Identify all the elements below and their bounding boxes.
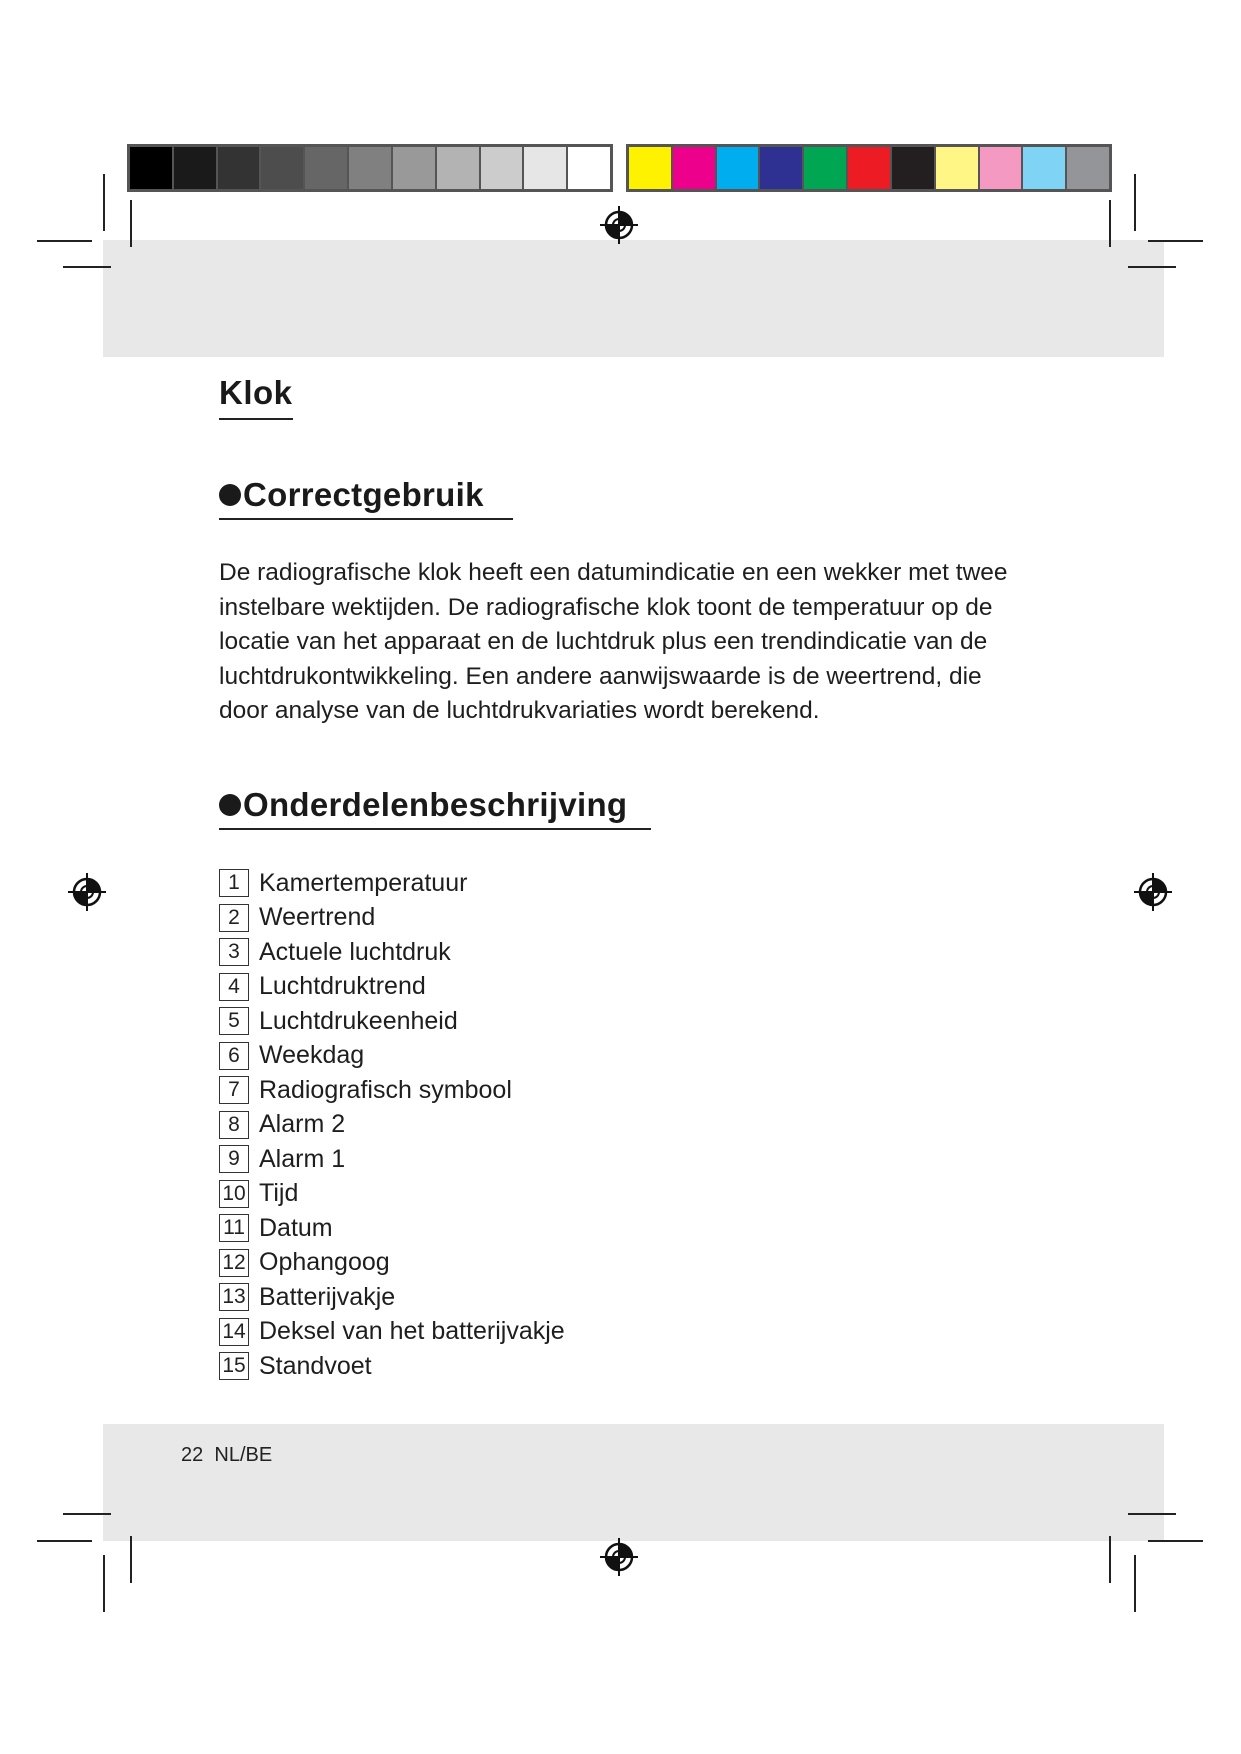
part-number: 5 xyxy=(219,1007,249,1035)
section-heading-correct-use xyxy=(219,476,513,520)
color-swatch xyxy=(218,147,262,189)
bullet-icon xyxy=(219,794,241,816)
color-swatch xyxy=(568,147,610,189)
intro-line: instelbare wektijden. De radiografische klok toont de temperatuur op de xyxy=(219,593,993,621)
color-swatch xyxy=(936,147,980,189)
crop-mark xyxy=(130,1536,132,1583)
part-number: 6 xyxy=(219,1042,249,1070)
part-label: Standvoet xyxy=(259,1351,372,1380)
list-item xyxy=(219,1349,565,1384)
crop-mark xyxy=(1109,1536,1111,1583)
intro-line: locatie van het apparaat en de luchtdruk plus een trendindicatie van de xyxy=(219,628,988,655)
section-heading-parts-description xyxy=(219,786,651,830)
footer-band xyxy=(103,1424,1164,1541)
color-swatch xyxy=(524,147,568,189)
color-swatch xyxy=(130,147,174,189)
crop-mark xyxy=(63,1513,111,1515)
crop-mark xyxy=(1109,200,1111,247)
list-item xyxy=(219,1108,565,1143)
color-swatch xyxy=(1023,147,1067,189)
crop-mark xyxy=(130,200,132,247)
intro-line: luchtdrukontwikkeling. Een andere aanwijswaarde is de weertrend, die xyxy=(219,662,982,690)
crop-mark xyxy=(1148,240,1203,242)
crop-mark xyxy=(1148,1540,1203,1542)
part-label: Tijd xyxy=(259,1179,299,1208)
part-number: 10 xyxy=(219,1180,249,1208)
list-item xyxy=(219,1177,565,1212)
crop-mark xyxy=(103,174,105,231)
part-label: Kamertemperatuur xyxy=(259,868,468,897)
part-label: Actuele luchtdruk xyxy=(259,937,451,966)
registration-mark-icon xyxy=(1133,872,1173,912)
list-item xyxy=(219,1211,565,1246)
part-number: 11 xyxy=(219,1214,249,1242)
color-swatch xyxy=(1067,147,1109,189)
part-label: Alarm 1 xyxy=(259,1144,346,1173)
crop-mark xyxy=(1128,266,1176,268)
part-label: Deksel van het batterijvakje xyxy=(259,1317,565,1346)
list-item xyxy=(219,1142,565,1177)
intro-line: door analyse van de luchtdrukvariaties wordt berekend. xyxy=(219,697,820,724)
page-title: Klok xyxy=(219,374,293,420)
crop-mark xyxy=(1134,1555,1136,1612)
parts-list xyxy=(219,866,565,1384)
crop-mark xyxy=(37,240,92,242)
crop-mark xyxy=(37,1540,92,1542)
color-calibration-strip xyxy=(626,144,1112,192)
part-number: 12 xyxy=(219,1249,249,1277)
part-label: Luchtdruktrend xyxy=(259,972,426,1001)
part-label: Weertrend xyxy=(259,903,376,932)
part-label: Weekdag xyxy=(259,1041,365,1070)
list-item xyxy=(219,1004,565,1039)
part-number: 8 xyxy=(219,1111,249,1139)
part-number: 1 xyxy=(219,869,249,897)
list-item xyxy=(219,901,565,936)
list-item xyxy=(219,1280,565,1315)
part-number: 4 xyxy=(219,973,249,1001)
section-heading-text: Correctgebruik xyxy=(243,476,484,513)
part-number: 15 xyxy=(219,1352,249,1380)
list-item xyxy=(219,1315,565,1350)
header-band xyxy=(103,240,1164,357)
registration-mark-icon xyxy=(599,205,639,245)
color-swatch xyxy=(717,147,761,189)
crop-mark xyxy=(103,1555,105,1612)
part-number: 14 xyxy=(219,1318,249,1346)
section-heading-text: Onderdelenbeschrijving xyxy=(243,786,628,823)
part-number: 13 xyxy=(219,1283,249,1311)
color-swatch xyxy=(481,147,525,189)
color-swatch xyxy=(393,147,437,189)
list-item xyxy=(219,935,565,970)
registration-mark-icon xyxy=(67,872,107,912)
color-swatch xyxy=(892,147,936,189)
color-swatch xyxy=(305,147,349,189)
page-number: 22 xyxy=(181,1444,204,1466)
part-label: Alarm 2 xyxy=(259,1110,346,1139)
part-number: 2 xyxy=(219,904,249,932)
bullet-icon xyxy=(219,484,241,506)
crop-mark xyxy=(1128,1513,1176,1515)
part-label: Luchtdrukeenheid xyxy=(259,1006,458,1035)
part-number: 7 xyxy=(219,1076,249,1104)
page-locale: NL/BE xyxy=(214,1444,273,1466)
color-swatch xyxy=(174,147,218,189)
intro-line: De radiografische klok heeft een datumindicatie en een wekker met twee xyxy=(219,559,1008,586)
crop-mark xyxy=(1134,174,1136,231)
part-label: Datum xyxy=(259,1213,333,1242)
color-swatch xyxy=(673,147,717,189)
color-swatch xyxy=(261,147,305,189)
list-item xyxy=(219,866,565,901)
color-swatch xyxy=(437,147,481,189)
part-number: 3 xyxy=(219,938,249,966)
part-label: Ophangoog xyxy=(259,1248,390,1277)
color-swatch xyxy=(804,147,848,189)
color-swatch xyxy=(349,147,393,189)
intro-paragraph xyxy=(219,556,1019,729)
part-label: Radiografisch symbool xyxy=(259,1075,512,1104)
color-swatch xyxy=(980,147,1024,189)
part-number: 9 xyxy=(219,1145,249,1173)
list-item xyxy=(219,970,565,1005)
list-item xyxy=(219,1073,565,1108)
part-label: Batterijvakje xyxy=(259,1282,396,1311)
crop-mark xyxy=(63,266,111,268)
list-item xyxy=(219,1246,565,1281)
color-swatch xyxy=(760,147,804,189)
registration-mark-icon xyxy=(599,1537,639,1577)
list-item xyxy=(219,1039,565,1074)
grayscale-calibration-strip xyxy=(127,144,613,192)
color-swatch xyxy=(629,147,673,189)
color-swatch xyxy=(848,147,892,189)
page-footer xyxy=(181,1444,272,1467)
